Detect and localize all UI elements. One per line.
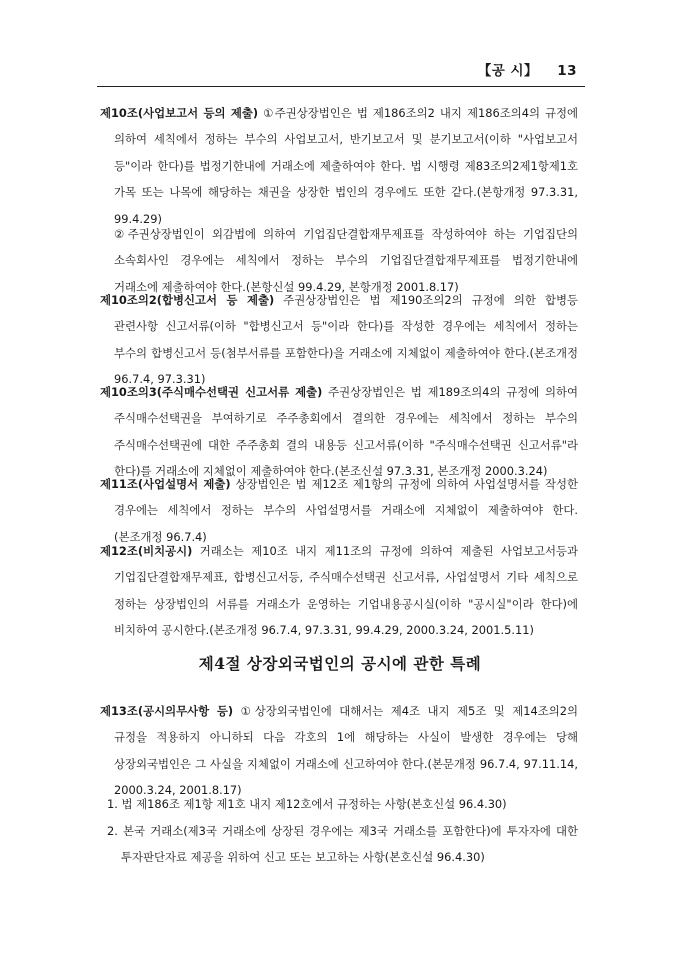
article-title: 제10조(사업보고서 등의 제출) bbox=[100, 106, 259, 120]
article-title: 제11조(사업설명서 제출) bbox=[100, 477, 231, 491]
article-title: 제10조의3(주식매수선택권 신고서류 제출) bbox=[100, 385, 323, 399]
article-body: 주권상장법인은 법 제189조의4의 규정에 의하여 주식매수선택권을 부여하기로 주주총회에서 결의한 경우에는 세칙에서 정하는 부수의 주식매수선택권에 대한 주주총회 결의 내용등 신고서류(이하 "주식매수선택권 신고서류"라 한다)를 거래소에 지체없이 제출하여야 한다.(본조신설 97.3.31, 본조개정 2000.3.24) bbox=[114, 385, 578, 479]
list-item: 2. 본국 거래소(제3국 거래소에 상장된 경우에는 제3국 거래소를 포함한다)에 투자자에 대한 투자판단자료 제공을 위하여 신고 또는 보고하는 사항(본호신설 96.4.30) bbox=[107, 824, 578, 865]
header-rule bbox=[97, 86, 585, 87]
article-10-3 bbox=[100, 379, 578, 485]
article-13 bbox=[100, 698, 578, 804]
header-section-label: 【공 시】 bbox=[477, 63, 538, 79]
list-item: 1. 법 제186조 제1항 제1호 내지 제12호에서 규정하는 사항(본호신설 96.4.30) bbox=[107, 797, 507, 811]
article-body: ①주권상장법인은 법 제186조의2 내지 제186조의4의 규정에 의하여 세칙에서 정하는 부수의 사업보고서, 반기보고서 및 분기보고서(이하 "사업보고서 등"이라 한다)를 법정기한내에 거래소에 제출하여야 한다. 법 시행령 제83조의2제1항제1호 가목 또는 나목에 해당하는 채권을 상장한 법인의 경우에도 또한 같다.(본항개정 97.3.31, 99.4.29) bbox=[114, 106, 578, 226]
page-header bbox=[0, 59, 577, 79]
article-10 bbox=[100, 100, 578, 232]
section-title: 제4절 상장외국법인의 공시에 관한 특례 bbox=[198, 654, 482, 673]
article-body: ②주권상장법인이 외감법에 의하여 기업집단결합재무제표를 작성하여야 하는 기업집단의 소속회사인 경우에는 세칙에서 정하는 부수의 기업집단결합재무제표를 법정기한내에 거래소에 제출하여야 한다.(본항신설 99.4.29, 본항개정 2001.8.17) bbox=[114, 227, 578, 294]
article-body: 거래소는 제10조 내지 제11조의 규정에 의하여 제출된 사업보고서등과 기업집단결합재무제표, 합병신고서등, 주식매수선택권 신고서류, 사업설명서 기타 세칙으로 정하는 상장법인의 서류를 거래소가 운영하는 기업내용공시실(이하 "공시실"이라 한다)에 비치하여 공시한다.(본조개정 96.7.4, 97.3.31, 99.4.29, 2000.3.24, 2001.5.11) bbox=[114, 544, 578, 638]
article-title: 제10조의2(합병신고서 등 제출) bbox=[100, 293, 275, 307]
article-10-2 bbox=[100, 287, 578, 393]
article-body: ①상장외국법인에 대해서는 제4조 내지 제5조 및 제14조의2의 규정을 적용하지 아니하되 다음 각호의 1에 해당하는 사실이 발생한 경우에는 당해 상장외국법인은 그 사실을 지체없이 거래소에 신고하여야 한다.(본문개정 96.7.4, 97.11.14, 2000.3.24, 2001.8.17) bbox=[114, 704, 578, 798]
article-title: 제13조(공시의무사항 등) bbox=[100, 704, 234, 718]
article-body: 주권상장법인은 법 제190조의2의 규정에 의한 합병등 관련사항 신고서류(이하 "합병신고서 등"이라 한다)를 작성한 경우에는 세칙에서 정하는 부수의 합병신고서 등(첨부서류를 포함한다)을 거래소에 지체없이 제출하여야 한다.(본조개정 96.7.4, 97.3.31) bbox=[114, 293, 578, 387]
article-body: 상장법인은 법 제12조 제1항의 규정에 의하여 사업설명서를 작성한 경우에는 세칙에서 정하는 부수의 사업설명서를 거래소에 지체없이 제출하여야 한다.(본조개정 96.7.4) bbox=[114, 477, 579, 544]
article-title: 제12조(비치공시) bbox=[100, 544, 193, 558]
page-number: 13 bbox=[557, 63, 577, 79]
article-12 bbox=[100, 538, 578, 644]
